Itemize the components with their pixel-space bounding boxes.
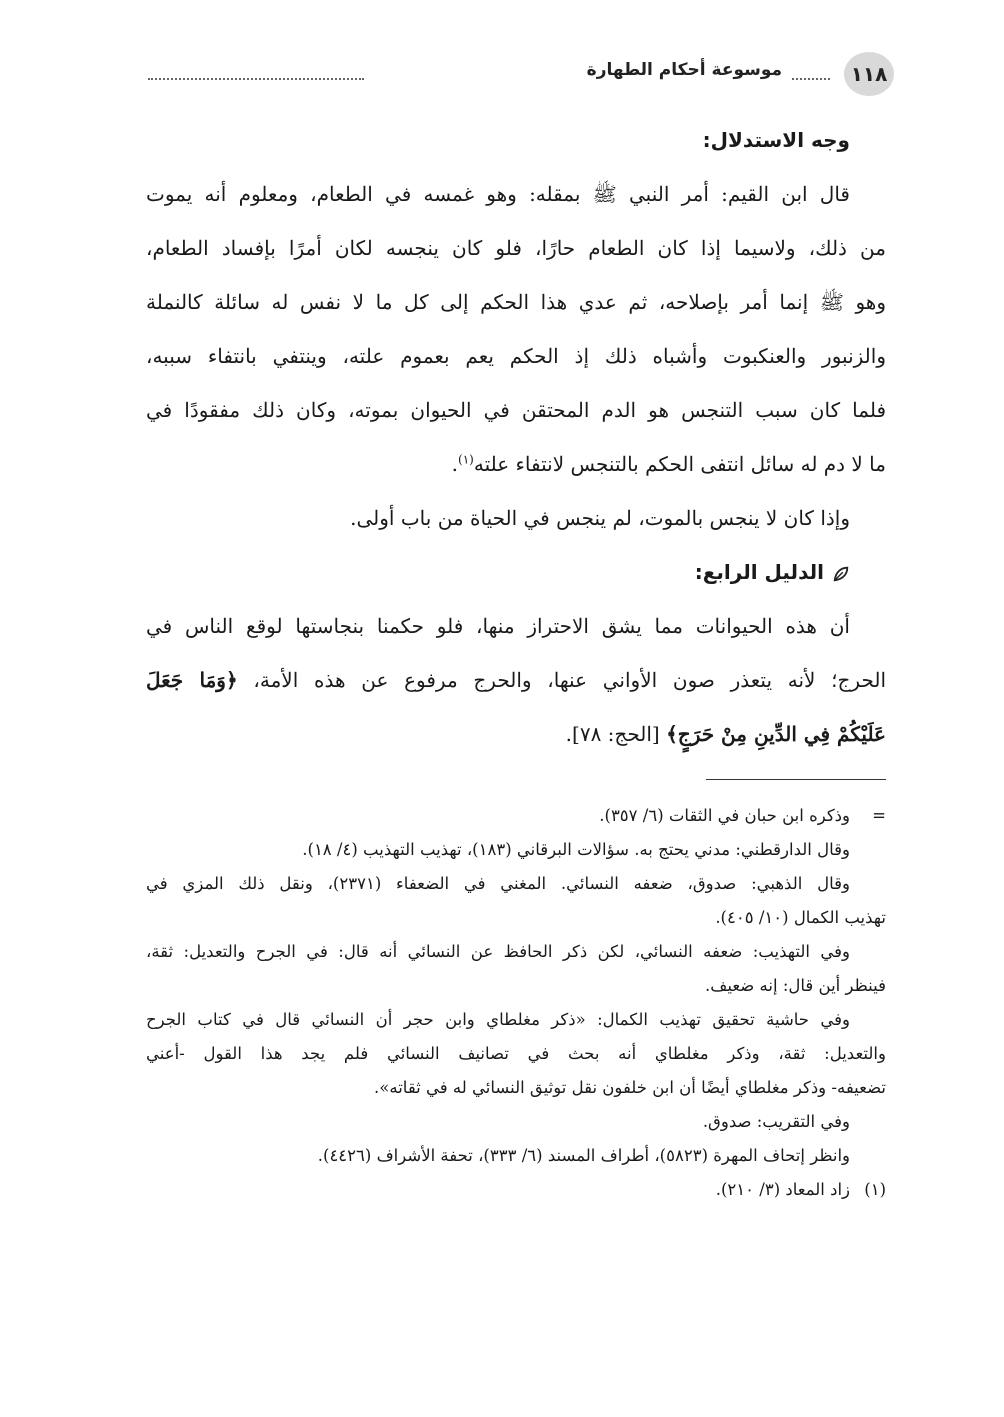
footnote-separator [706,779,886,780]
footnote-number: (١) [864,1180,886,1199]
quran-citation: [الحج: ٧٨]. [565,722,660,746]
quran-verse: ﴿وَمَا جَعَلَ [146,668,238,692]
paragraph-line: والزنبور والعنكبوت وأشباه ذلك إذ الحكم يعم بعموم علته، وينتفي بانتفاء سببه، [146,344,886,368]
paragraph-line-end [146,437,886,491]
continuation-marker: = [872,806,886,825]
heading-fourth-evidence [146,545,886,599]
paragraph-line: من ذلك، ولاسيما إذا كان الطعام حارًا، فلو كان ينجسه لكان أمرًا بإفساد الطعام، [146,236,886,260]
footnote-line: وفي حاشية تحقيق تهذيب الكمال: «ذكر مغلطاي وابن حجر أن النسائي قال في كتاب الجرح [146,1010,850,1029]
header-dotted-rule-right [792,78,830,80]
footnote-ref: (١) [458,452,474,467]
page-number: ١١٨ [844,52,894,96]
header-dotted-rule-left [148,78,364,80]
footnote-line: وفي التهذيب: ضعفه النسائي، لكن ذكر الحافظ عن النسائي أنه قال: في الجرح والتعديل: ثقة، [146,942,850,961]
paragraph-period: . [451,452,459,476]
leaf-ornament-icon [832,565,850,583]
paragraph-line: وإذا كان لا ينجس بالموت، لم ينجس في الحياة من باب أولى. [350,506,850,530]
page-header [148,52,890,96]
footnote-1 [146,1173,886,1207]
running-title: موسوعة أحكام الطهارة [586,60,782,80]
footnote-line: تضعيفه- وذكر مغلطاي أيضًا أن ابن خلفون نقل توثيق النسائي له في ثقاته». [374,1078,886,1097]
footnote-line: وانظر إتحاف المهرة (٥٨٢٣)، أطراف المسند (٦/ ٣٣٣)، تحفة الأشراف (٤٤٢٦). [317,1146,850,1165]
footnote-line [146,799,886,833]
paragraph-line: أن هذه الحيوانات مما يشق الاحتراز منها، فلو حكمنا بنجاستها لوقع الناس في [146,614,850,638]
heading-inference: وجه الاستدلال: [702,128,850,152]
footnote-line: تهذيب الكمال (١٠/ ٤٠٥). [715,908,886,927]
quran-verse: عَلَيْكُمْ فِي الدِّينِ مِنْ حَرَجٍ﴾ [666,722,886,746]
footnote-line: والتعديل: ثقة، وذكر مغلطاي أنه بحث في تصانيف النسائي فلم يجد هذا القول -أعني [146,1044,886,1063]
paragraph-line [146,653,886,707]
paragraph-line: وهو ﷺ إنما أمر بإصلاحه، ثم عدي هذا الحكم إلى كل ما لا نفس له سائلة كالنملة [146,290,886,314]
paragraph-line: فلما كان سبب التنجس هو الدم المحتقن في الحيوان بموته، وكان ذلك مفقودًا في [146,398,886,422]
paragraph-text: ما لا دم له سائل انتفى الحكم بالتنجس لانتفاء علته [473,452,886,476]
paragraph-line-end [146,707,886,761]
footnote-line: وقال الذهبي: صدوق، ضعفه النسائي. المغني في الضعفاء (٢٣٧١)، ونقل ذلك المزي في [146,874,850,893]
main-text [146,113,886,761]
footnote-line: فينظر أين قال: إنه ضعيف. [705,976,886,995]
footnote-text: زاد المعاد (٣/ ٢١٠). [715,1180,850,1199]
footnote-line: وفي التقريب: صدوق. [702,1112,850,1131]
paragraph-line: قال ابن القيم: أمر النبي ﷺ بمقله: وهو غمسه في الطعام، ومعلوم أنه يموت [146,182,850,206]
footnotes [146,799,886,1207]
footnote-line: وقال الدارقطني: مدني يحتج به. سؤالات البرقاني (١٨٣)، تهذيب التهذيب (٤/ ١٨). [302,840,850,859]
footnote-text: وذكره ابن حبان في الثقات (٦/ ٣٥٧). [599,806,850,825]
heading-text: الدليل الرابع: [694,560,824,584]
paragraph-text: الحرج؛ لأنه يتعذر صون الأواني عنها، والحرج مرفوع عن هذه الأمة، [253,668,886,692]
